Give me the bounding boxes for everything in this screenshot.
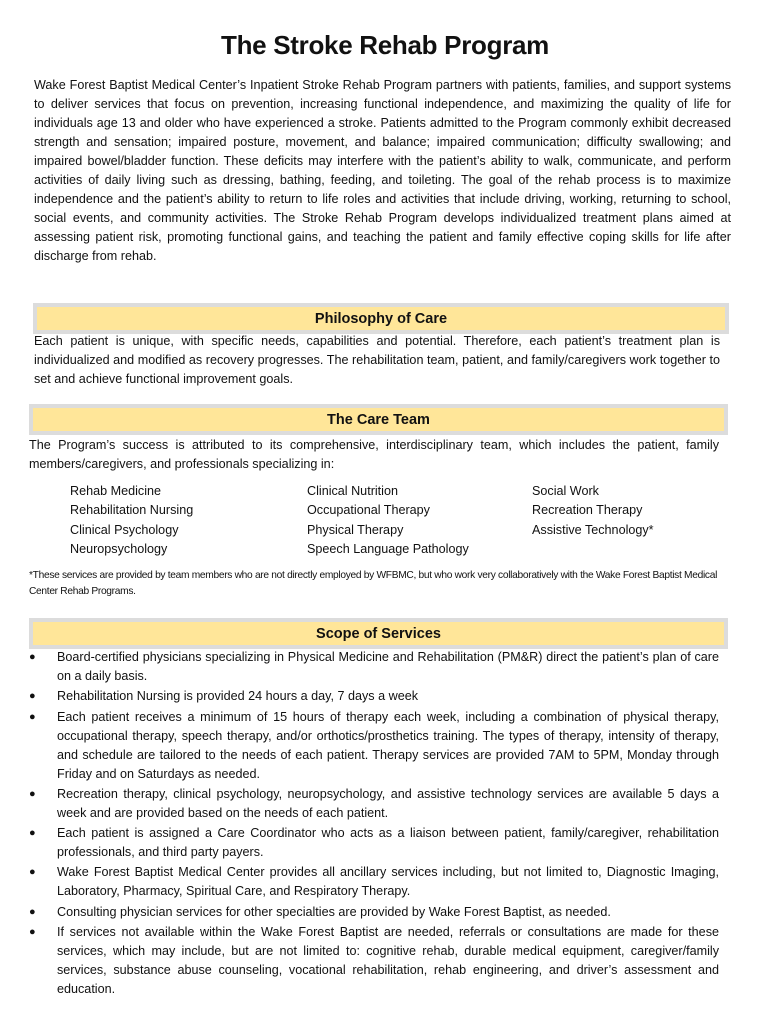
list-item-text: Each patient receives a minimum of 15 hours of therapy each week, including a combination of physical therapy, occupational therapy, speech therapy, and/or orthotics/prosthetics training. The types of therapy, intensity of therapy, and schedule are tailored to the needs of each patient. Therapy services are provided 7AM to 5PM, Monday through Friday and on Saturdays as needed. xyxy=(57,709,719,781)
philosophy-heading-bar xyxy=(33,303,729,334)
care-team-specialties xyxy=(0,482,770,562)
list-item-text: Recreation therapy, clinical psychology, neuropsychology, and assistive technology services are available 5 days a week and are provided based on the needs of each patient. xyxy=(57,786,719,820)
list-item-text: Wake Forest Baptist Medical Center provides all ancillary services including, but not limited to, Diagnostic Imaging, Laboratory, Pharmacy, Spiritual Care, and Respiratory Therapy. xyxy=(57,865,719,899)
list-item-text: Rehabilitation Nursing is provided 24 hours a day, 7 days a week xyxy=(57,689,418,704)
bullet-icon: ● xyxy=(29,926,36,939)
list-item xyxy=(29,903,719,922)
care-team-footnote: *These services are provided by team members who are not directly employed by WFBMC, but who work very collaboratively with the Wake Forest Baptist Medical Center Rehab Programs. xyxy=(29,570,718,597)
scope-services-list xyxy=(29,648,719,1000)
specialty-item: Rehabilitation Nursing xyxy=(70,503,194,518)
care-team-heading: The Care Team xyxy=(33,408,724,431)
specialty-item: Rehab Medicine xyxy=(70,484,162,498)
care-team-paragraph: The Program’s success is attributed to its comprehensive, interdisciplinary team, which includes the patient, family members/caregivers, and professionals specializing in: xyxy=(29,438,719,471)
page-title: The Stroke Rehab Program xyxy=(221,30,549,60)
specialty-column-3 xyxy=(532,482,654,540)
bullet-icon: ● xyxy=(29,787,36,800)
specialty-item: Assistive Technology* xyxy=(532,522,654,537)
philosophy-paragraph: Each patient is unique, with specific needs, capabilities and potential. Therefore, each patient’s treatment plan is individualized and modified as recovery progresses. The rehabilitation team, patient, and family/caregivers work together to set and achieve functional improvement goals. xyxy=(34,334,720,386)
list-item xyxy=(29,824,719,862)
specialty-item: Speech Language Pathology xyxy=(307,541,469,556)
list-item xyxy=(29,923,719,999)
scope-heading-bar xyxy=(29,618,728,649)
bullet-icon: ● xyxy=(29,905,36,918)
list-item-text: Board-certified physicians specializing in Physical Medicine and Rehabilitation (PM&R) direct the patient’s plan of care on a daily basis. xyxy=(57,650,719,683)
specialty-item: Occupational Therapy xyxy=(307,503,430,518)
specialty-item: Neuropsychology xyxy=(70,541,168,556)
bullet-icon: ● xyxy=(29,827,36,840)
specialty-column-1 xyxy=(70,482,193,559)
care-team-heading-bar xyxy=(29,404,728,435)
list-item-text: If services not available within the Wake Forest Baptist are needed, referrals or consultations are made for these services, which may include, but are not limited to: cognitive rehab, durable medical equipment, caregiver/family services, substance abuse counseling, vocational rehabilitation, rehab engineering, and driver’s assessment and education. xyxy=(57,925,719,997)
list-item xyxy=(29,687,719,706)
scope-heading: Scope of Services xyxy=(33,622,724,645)
intro-paragraph: Wake Forest Baptist Medical Center’s Inpatient Stroke Rehab Program partners with patients, families, and support systems to deliver services that focus on prevention, increasing functional independence, and maximizing the quality of life for individuals age 13 and older who have experienced a stroke. Patients admitted to the Program commonly exhibit decreased strength and sensation; impaired posture, movement, and balance; impaired communication; difficulty swallowing; and impaired bowel/bladder function. These deficits may interfere with the patient’s ability to walk, communicate, and perform activities of daily living such as dressing, bathing, feeding, and toileting. The goal of the rehab process is to maximize independence and the patient’s ability to return to life roles and activities that include driving, working, returning to school, social events, and community activities. The Stroke Rehab Program develops individualized treatment plans aimed at assessing patient risk, promoting functional gains, and teaching the patient and family effective coping skills for life after discharge from rehab. xyxy=(34,78,731,263)
specialty-item: Social Work xyxy=(532,484,599,498)
specialty-item: Clinical Nutrition xyxy=(307,484,398,498)
list-item xyxy=(29,863,719,901)
list-item xyxy=(29,648,719,686)
list-item-text: Consulting physician services for other specialties are provided by Wake Forest Baptist, as needed. xyxy=(57,904,611,919)
specialty-item: Recreation Therapy xyxy=(532,503,643,518)
philosophy-heading: Philosophy of Care xyxy=(37,307,725,330)
bullet-icon: ● xyxy=(29,690,36,703)
list-item xyxy=(29,785,719,823)
specialty-column-2 xyxy=(307,482,469,559)
list-item xyxy=(29,708,719,784)
specialty-item: Clinical Psychology xyxy=(70,522,179,537)
list-item-text: Each patient is assigned a Care Coordinator who acts as a liaison between patient, family/caregiver, rehabilitation professionals, and third party payers. xyxy=(57,826,719,860)
bullet-icon: ● xyxy=(29,866,36,879)
specialty-item: Physical Therapy xyxy=(307,522,404,537)
bullet-icon: ● xyxy=(29,710,36,723)
bullet-icon: ● xyxy=(29,651,36,663)
